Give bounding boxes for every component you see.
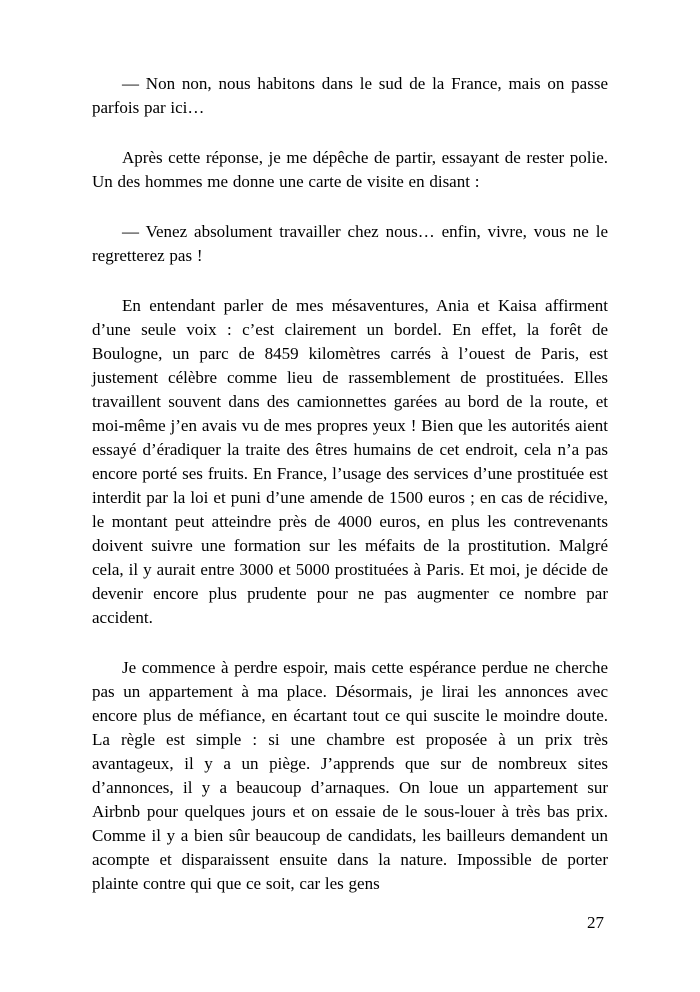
page-number: 27 <box>587 913 604 932</box>
text-block <box>92 72 608 922</box>
paragraph-narrative-2: En entendant parler de mes mésaventures, Ania et Kaisa affirment d’une seule voix : c’est clairement un bordel. En effet, la forêt de Boulogne, un parc de 8459 kilomètres carrés à l’ouest de Paris, est justement célèbre comme lieu de rassemblement de prostituées. Elles travaillent souvent dans des camionnettes garées au bord de la route, et moi-même j’en avais vu de mes propres yeux ! Bien que les autorités aient essayé d’éradiquer la traite des êtres humains de cet endroit, cela n’a pas encore porté ses fruits. En France, l’usage des services d’une prostituée est interdit par la loi et puni d’une amende de 1500 euros ; en cas de récidive, le montant peut atteindre près de 4000 euros, en plus les contrevenants doivent suivre une formation sur les méfaits de la prostitution. Malgré cela, il y aurait entre 3000 et 5000 prostituées à Paris. Et moi, je décide de devenir encore plus prudente pour ne pas augmenter ce nombre par accident. <box>92 296 608 627</box>
paragraph-narrative-3: Je commence à perdre espoir, mais cette espérance perdue ne cherche pas un appartement à ma place. Désormais, je lirai les annonces avec encore plus de méfiance, en écartant tout ce qui suscite le moindre doute. La règle est simple : si une chambre est proposée à un prix très avantageux, il y a un piège. J’apprends que sur de nombreux sites d’annonces, il y a beaucoup d’arnaques. On loue un appartement sur Airbnb pour quelques jours et on essaie de le sous-louer à très bas prix. Comme il y a bien sûr beaucoup de candidats, les bailleurs demandent un acompte et disparaissent ensuite dans la nature. Impossible de porter plainte contre qui que ce soit, car les gens <box>92 658 608 893</box>
paragraph-dialogue-1: — Non non, nous habitons dans le sud de la France, mais on passe parfois par ici… <box>92 74 608 117</box>
paragraph-narrative-1: Après cette réponse, je me dépêche de partir, essayant de rester polie. Un des hommes me donne une carte de visite en disant : <box>92 148 608 191</box>
paragraph-dialogue-2: — Venez absolument travailler chez nous… enfin, vivre, vous ne le regretterez pas ! <box>92 222 608 265</box>
